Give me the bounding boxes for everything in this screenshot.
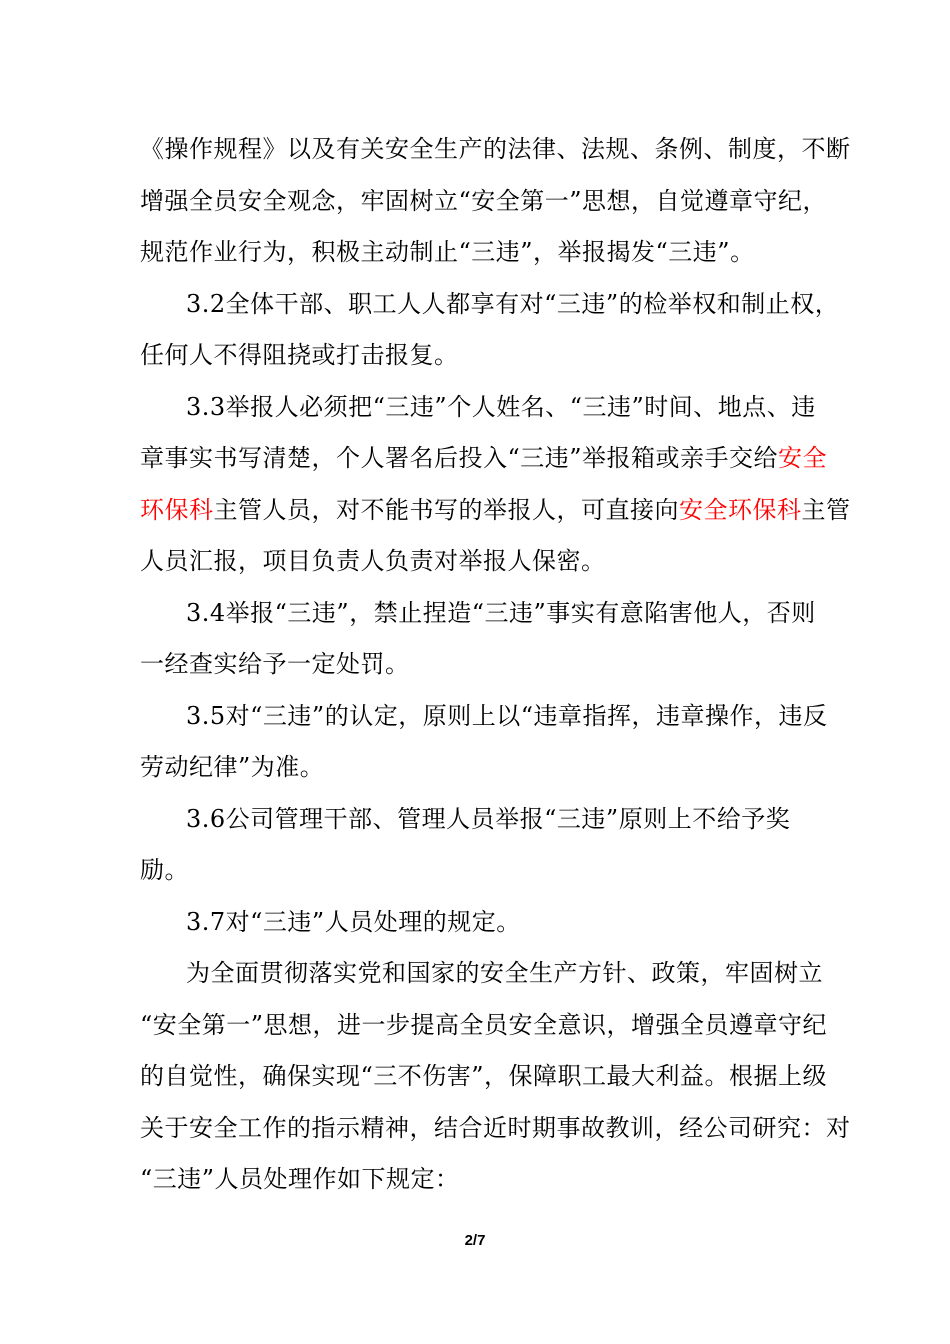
- text-line: “安全第一”思想，进一步提高全员安全意识，增强全员遵章守纪: [140, 1010, 828, 1039]
- text-line: 《操作规程》以及有关安全生产的法律、法规、条例、制度，不断: [140, 135, 851, 163]
- text-span: 主管人员，对不能书写的举报人，可直接向: [213, 495, 679, 524]
- highlighted-text: 安全: [778, 444, 828, 472]
- text-line: 3.4举报“三违”，禁止捏造“三违”事实有意陷害他人，否则: [186, 598, 816, 627]
- body-text: [140, 124, 851, 1206]
- text-span: 主管: [801, 495, 851, 524]
- text-line: 3.2全体干部、职工人人都享有对“三违”的检举权和制止权，: [186, 289, 840, 318]
- text-line: 3.3举报人必须把“三违”个人姓名、“三违”时间、地点、违: [186, 392, 816, 421]
- text-line: 增强全员安全观念，牢固树立“安全第一”思想，自觉遵章守纪，: [140, 186, 828, 215]
- text-line: 规范作业行为，积极主动制止“三违”，举报揭发“三违”。: [140, 238, 755, 266]
- text-line: 劳动纪律”为准。: [140, 753, 325, 781]
- text-line: 励。: [140, 856, 189, 884]
- text-line: “三违”人员处理作如下规定：: [140, 1165, 460, 1193]
- text-line: 人员汇报，项目负责人负责对举报人保密。: [140, 547, 606, 575]
- text-line: 关于安全工作的指示精神，结合近时期事故教训，经公司研究：对: [140, 1113, 851, 1142]
- text-line: 任何人不得阻挠或打击报复。: [140, 341, 459, 369]
- text-line: 3.6公司管理干部、管理人员举报“三违”原则上不给予奖: [186, 804, 791, 833]
- text-line: [140, 485, 851, 537]
- text-line: 一经查实给予一定处罚。: [140, 650, 410, 678]
- highlighted-text: 环保科: [140, 495, 214, 524]
- text-line: 3.7对“三违”人员处理的规定。: [186, 907, 521, 936]
- highlighted-text: 安全环保科: [679, 495, 802, 524]
- page-number: 2/7: [464, 1232, 486, 1249]
- text-line: 3.5对“三违”的认定，原则上以“违章指挥，违章操作，违反: [186, 701, 828, 730]
- text-line: 的自觉性，确保实现“三不伤害”，保障职工最大利益。根据上级: [140, 1062, 828, 1090]
- text-line: 为全面贯彻落实党和国家的安全生产方针、政策，牢固树立: [186, 959, 823, 987]
- text-span: 章事实书写清楚，个人署名后投入“三违”举报箱或亲手交给: [140, 444, 779, 472]
- text-line: [140, 433, 828, 485]
